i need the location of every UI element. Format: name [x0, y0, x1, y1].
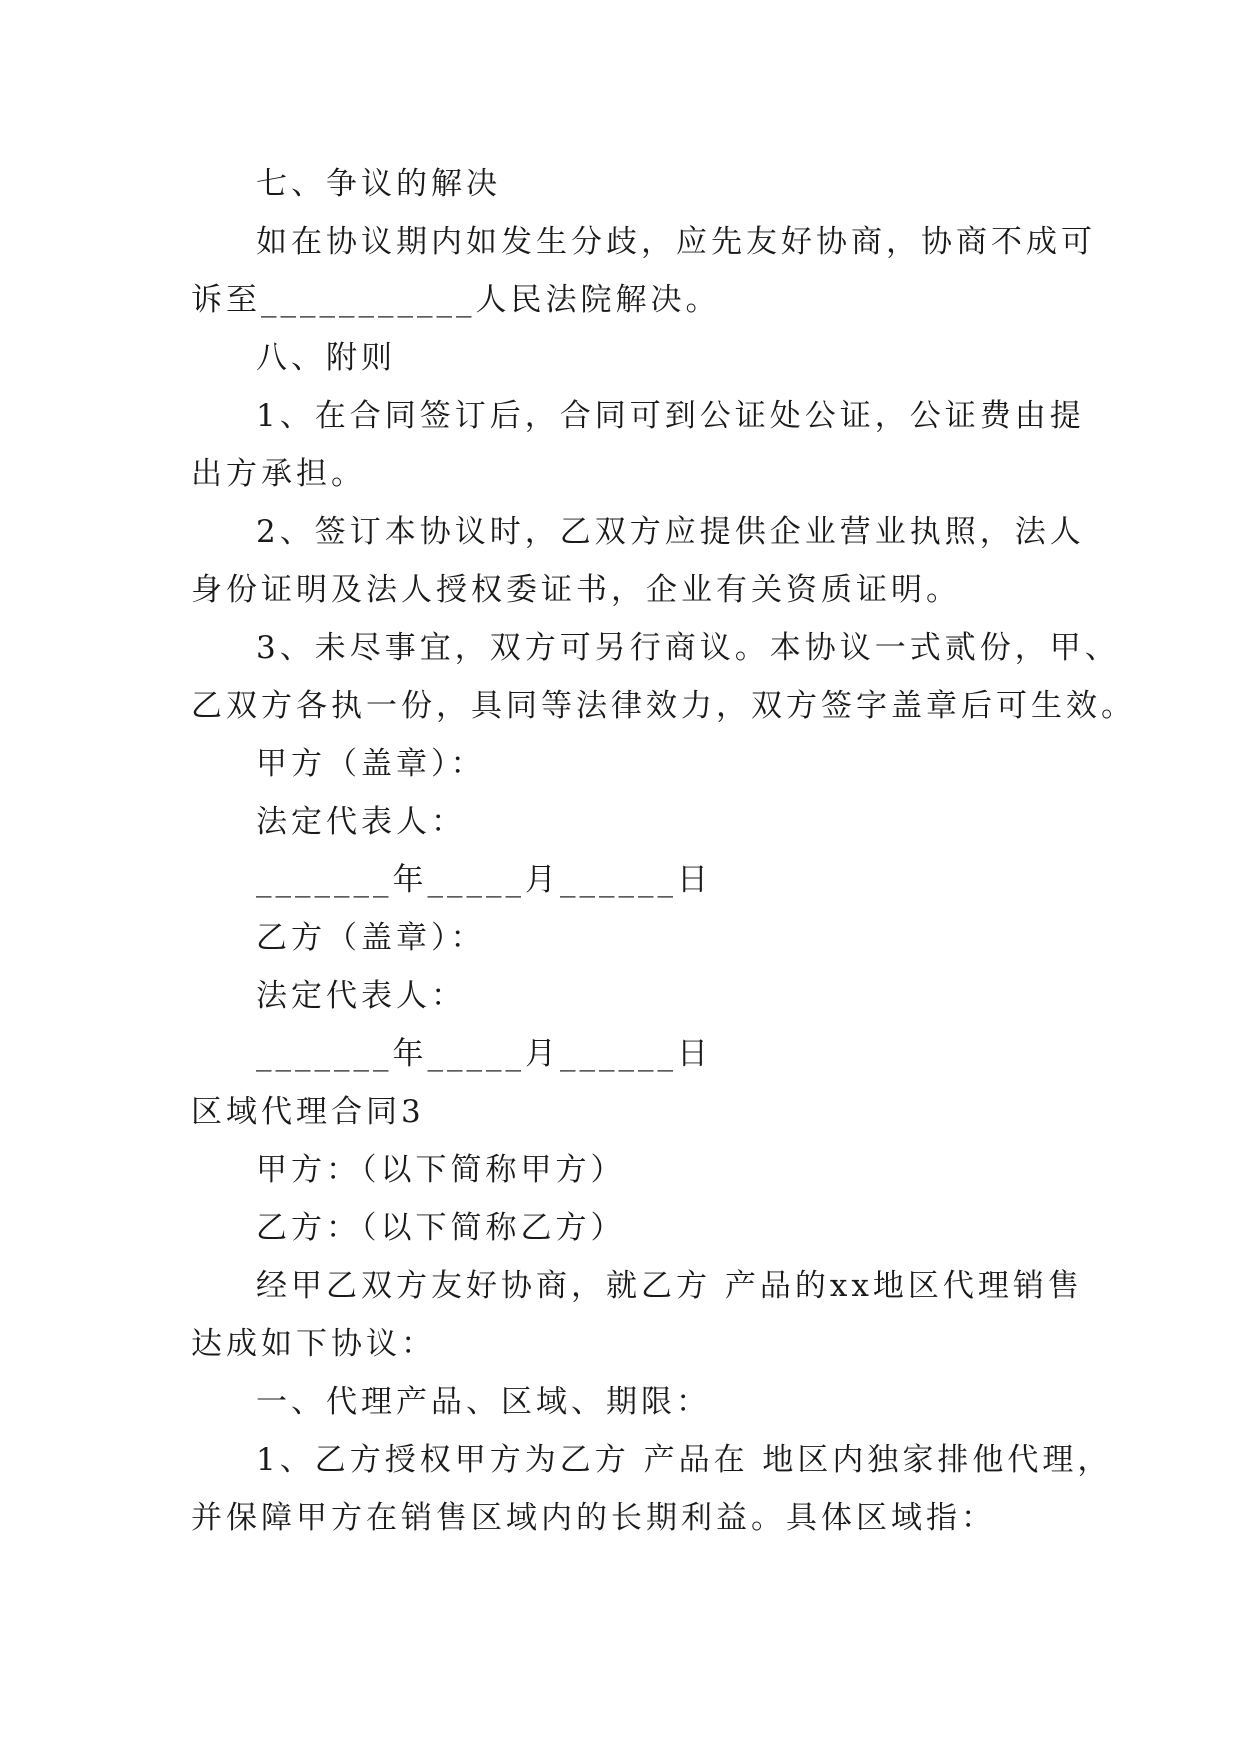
paragraph-line: 经甲乙双方友好协商，就乙方 产品的xx地区代理销售	[256, 1268, 1083, 1304]
paragraph-line: 1、乙方授权甲方为乙方 产品在 地区内独家排他代理，	[256, 1442, 1113, 1478]
paragraph-line: 达成如下协议：	[191, 1326, 436, 1362]
paragraph-line: 乙双方各执一份，具同等法律效力，双方签字盖章后可生效。	[191, 688, 1136, 724]
section-heading-supplementary: 八、附则	[256, 340, 396, 376]
section-heading-dispute-resolution: 七、争议的解决	[256, 166, 501, 202]
party-a-line: 甲方：（以下简称甲方）	[256, 1152, 626, 1188]
party-b-representative-label: 法定代表人：	[256, 978, 466, 1014]
paragraph-line: 诉至___________人民法院解决。	[191, 282, 721, 318]
contract-title: 区域代理合同3	[191, 1094, 425, 1130]
paragraph-line: 出方承担。	[191, 456, 366, 492]
paragraph-line: 1、在合同签订后，合同可到公证处公证，公证费由提	[256, 398, 1085, 434]
section-heading-products-region-term: 一、代理产品、区域、期限：	[256, 1384, 711, 1420]
paragraph-line: 身份证明及法人授权委证书，企业有关资质证明。	[191, 572, 961, 608]
paragraph-line: 2、签订本协议时，乙双方应提供企业营业执照，法人	[256, 514, 1085, 550]
paragraph-line: 如在协议期内如发生分歧，应先友好协商，协商不成可	[256, 224, 1096, 260]
party-b-seal-label: 乙方（盖章）：	[256, 920, 486, 956]
party-a-representative-label: 法定代表人：	[256, 804, 466, 840]
paragraph-line: 并保障甲方在销售区域内的长期利益。具体区域指：	[191, 1500, 996, 1536]
party-b-date-line: _______年_____月______日	[256, 1036, 712, 1072]
party-a-seal-label: 甲方（盖章）：	[256, 746, 486, 782]
party-a-date-line: _______年_____月______日	[256, 862, 712, 898]
paragraph-line: 3、未尽事宜，双方可另行商议。本协议一式贰份，甲、	[256, 630, 1120, 666]
party-b-line: 乙方：（以下简称乙方）	[256, 1210, 626, 1246]
